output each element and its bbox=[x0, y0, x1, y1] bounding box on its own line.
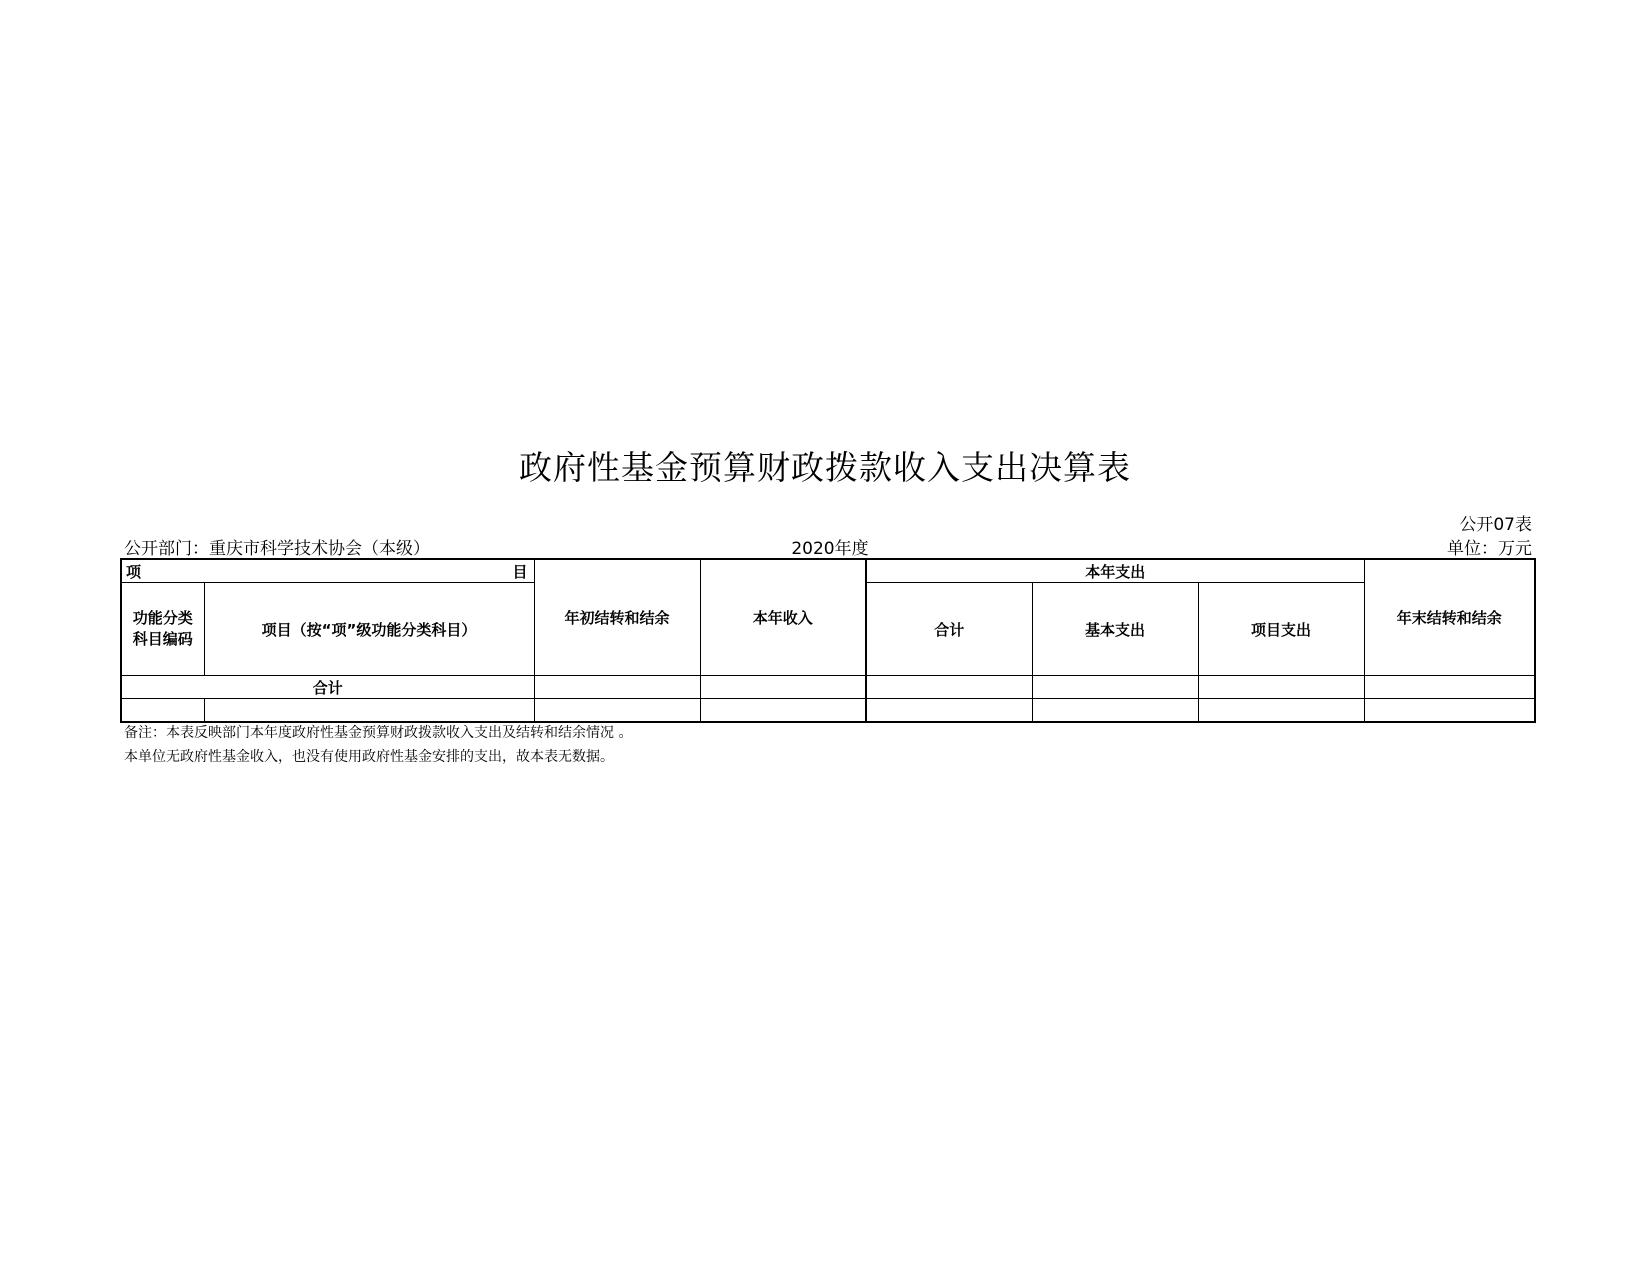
header-func-code-line1: 功能分类 bbox=[132, 609, 193, 627]
total-basic-expense bbox=[1032, 676, 1198, 699]
total-expense-total bbox=[866, 676, 1032, 699]
header-ending-balance: 年末结转和结余 bbox=[1364, 559, 1535, 676]
header-beginning-balance: 年初结转和结余 bbox=[534, 559, 700, 676]
cell-func-code bbox=[121, 699, 204, 723]
page-title: 政府性基金预算财政拨款收入支出决算表 bbox=[519, 448, 1131, 487]
unit-label: 单位：万元 bbox=[1447, 539, 1532, 559]
header-item-right: 目 bbox=[512, 562, 528, 581]
header-item bbox=[121, 559, 534, 583]
report-table bbox=[120, 558, 1536, 723]
cell-expense-total bbox=[866, 699, 1032, 723]
department-label: 公开部门：重庆市科学技术协会（本级） bbox=[124, 539, 430, 559]
total-ending-balance bbox=[1364, 676, 1535, 699]
header-func-code bbox=[121, 583, 204, 676]
total-label: 合计 bbox=[121, 676, 534, 699]
header-func-code-line2: 科目编码 bbox=[132, 630, 193, 648]
table-row bbox=[121, 699, 1535, 723]
cell-project-name bbox=[204, 699, 534, 723]
header-row-1 bbox=[121, 559, 1535, 583]
cell-beginning-balance bbox=[534, 699, 700, 723]
header-current-income: 本年收入 bbox=[700, 559, 866, 676]
header-current-expense: 本年支出 bbox=[866, 559, 1364, 583]
header-item-left: 项 bbox=[126, 562, 142, 581]
header-expense-total: 合计 bbox=[866, 583, 1032, 676]
cell-project-expense bbox=[1198, 699, 1364, 723]
cell-ending-balance bbox=[1364, 699, 1535, 723]
header-project-name: 项目（按“项”级功能分类科目） bbox=[204, 583, 534, 676]
fiscal-year: 2020年度 bbox=[791, 539, 869, 559]
total-current-income bbox=[700, 676, 866, 699]
header-basic-expense: 基本支出 bbox=[1032, 583, 1198, 676]
form-number: 公开07表 bbox=[1459, 515, 1532, 535]
total-project-expense bbox=[1198, 676, 1364, 699]
cell-current-income bbox=[700, 699, 866, 723]
cell-basic-expense bbox=[1032, 699, 1198, 723]
note-line-1: 备注：本表反映部门本年度政府性基金预算财政拨款收入支出及结转和结余情况 。 bbox=[124, 725, 633, 741]
note-line-2: 本单位无政府性基金收入，也没有使用政府性基金安排的支出，故本表无数据。 bbox=[124, 749, 614, 765]
total-beginning-balance bbox=[534, 676, 700, 699]
header-project-expense: 项目支出 bbox=[1198, 583, 1364, 676]
total-row bbox=[121, 676, 1535, 699]
